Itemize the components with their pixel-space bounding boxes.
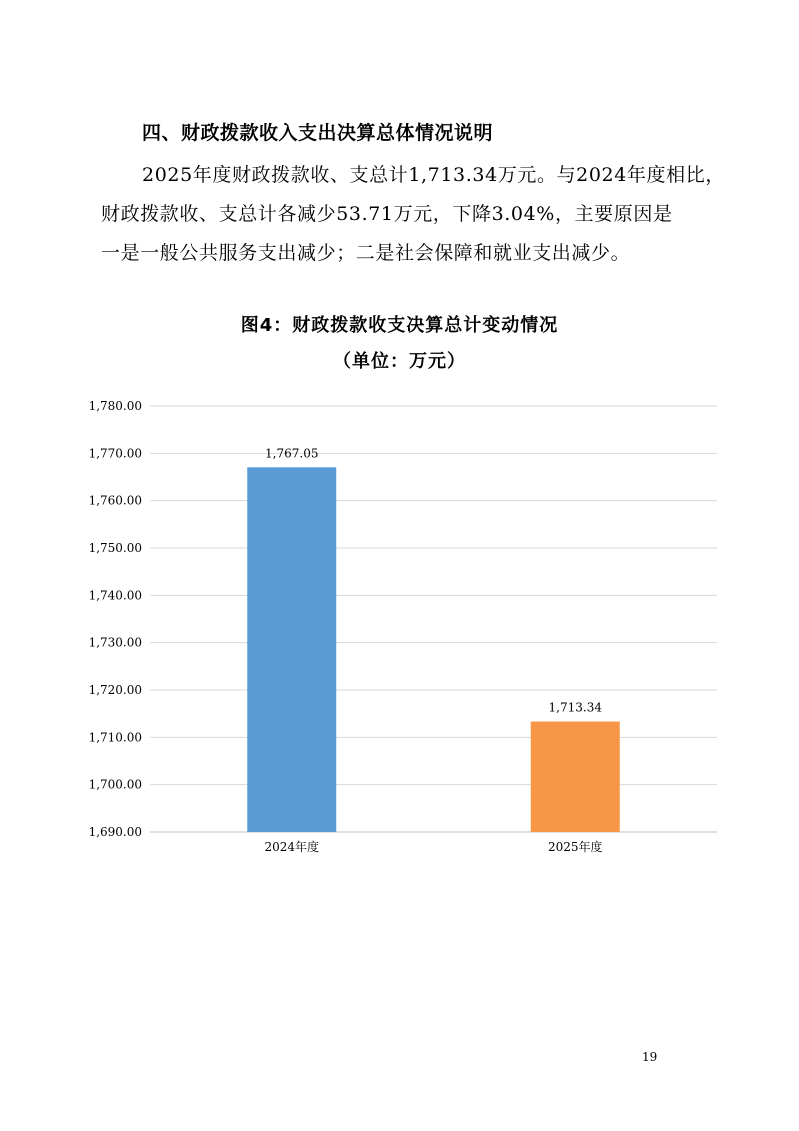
section-heading: 四、财政拨款收入支出决算总体情况说明 bbox=[142, 122, 494, 144]
y-tick-label: 1,690.00 bbox=[88, 825, 142, 839]
y-tick-label: 1,750.00 bbox=[88, 541, 142, 555]
chart-title: 图4：财政拨款收支决算总计变动情况 bbox=[240, 315, 559, 336]
page-number: 19 bbox=[642, 1050, 658, 1064]
y-tick-label: 1,730.00 bbox=[88, 635, 142, 650]
bar-2 bbox=[531, 722, 620, 832]
paragraph-line-2: 财政拨款收、支总计各减少53.71万元，下降3.04%，主要原因是 bbox=[101, 203, 673, 225]
y-tick-label: 1,780.00 bbox=[88, 399, 142, 413]
data-label: 1,713.34 bbox=[548, 700, 602, 715]
paragraph-line-3: 一是一般公共服务支出减少；二是社会保障和就业支出减少。 bbox=[101, 242, 631, 264]
bar-1 bbox=[247, 467, 336, 832]
y-tick-label: 1,710.00 bbox=[88, 730, 142, 745]
x-tick-label: 2024年度 bbox=[264, 840, 320, 854]
x-tick-label: 2025年度 bbox=[547, 840, 603, 854]
chart-subtitle: （单位：万元） bbox=[333, 351, 466, 372]
y-tick-label: 1,760.00 bbox=[88, 493, 142, 508]
y-tick-label: 1,770.00 bbox=[88, 446, 142, 461]
y-tick-label: 1,740.00 bbox=[88, 588, 142, 603]
y-tick-label: 1,720.00 bbox=[88, 683, 142, 697]
y-tick-label: 1,700.00 bbox=[88, 777, 142, 792]
data-label: 1,767.05 bbox=[265, 446, 319, 461]
paragraph-line-1: 2025年度财政拨款收、支总计1,713.34万元。与2024年度相比， bbox=[142, 164, 725, 186]
